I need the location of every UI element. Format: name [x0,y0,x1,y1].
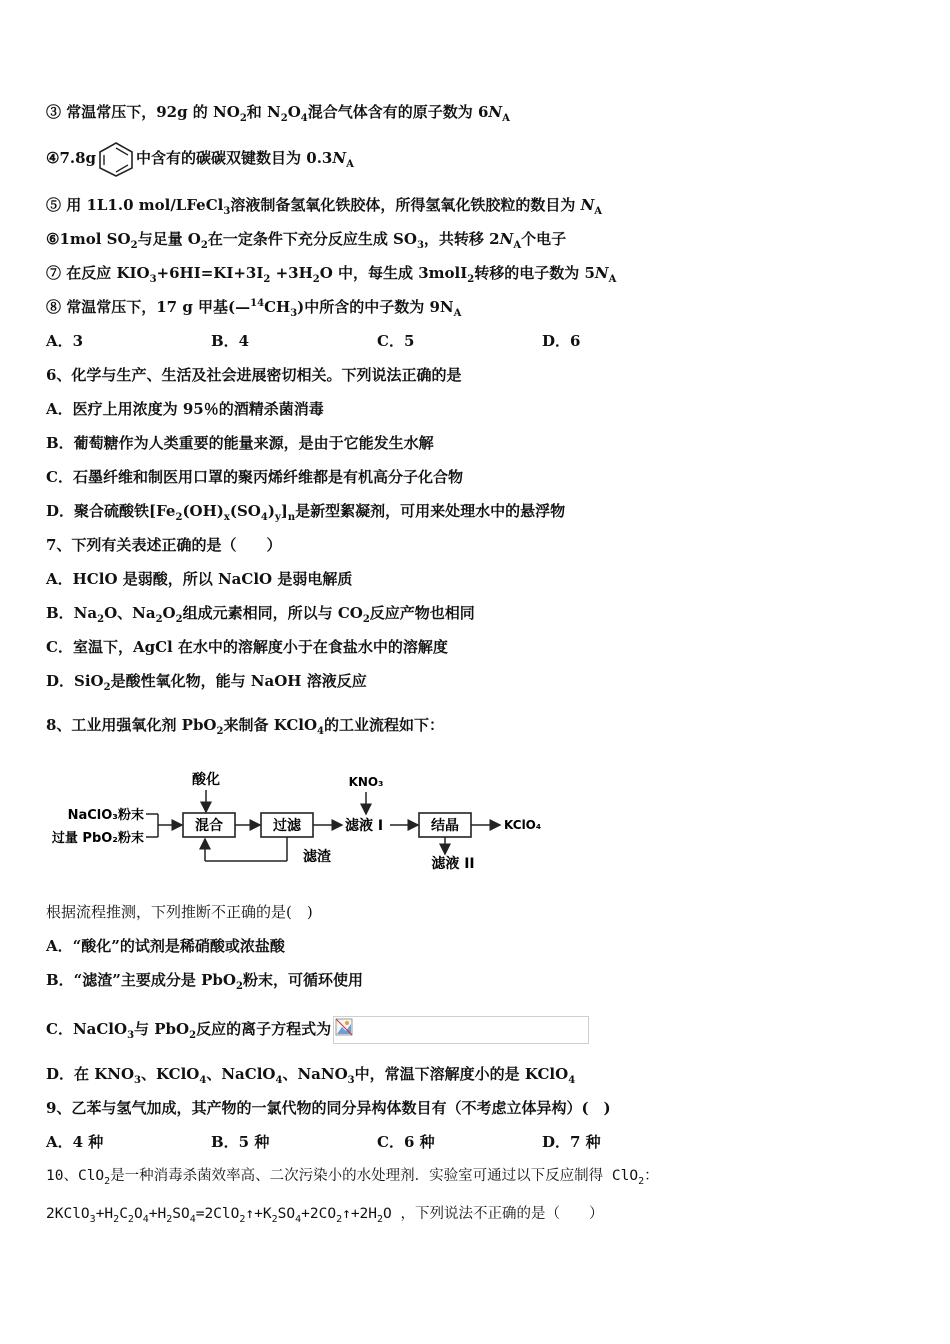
q9-option-c[interactable]: C．6 种 [377,1133,435,1151]
q6-option-c[interactable]: C．石墨纤维和制医用口罩的聚丙烯纤维都是有机高分子化合物 [46,468,463,486]
q5-option-c[interactable]: C．5 [377,332,415,350]
statement-4: ④7.8g 中含有的碳碳双键数目为 $0.3N_A$ [46,148,354,169]
flow-filtrate2-label: 滤液 II [431,856,475,872]
q5-option-d[interactable]: D．6 [542,332,581,350]
q9-options [46,1132,646,1152]
q6-stem: 6、化学与生产、生活及社会进展密切相关。下列说法正确的是 [46,366,462,384]
q7-stem: 7、下列有关表述正确的是（ ） [46,536,282,554]
q5-option-b[interactable]: B．4 [211,332,250,350]
q6-option-b[interactable]: B．葡萄糖作为人类重要的能量来源，是由于它能发生水解 [46,434,434,452]
flow-cryst-label: 结晶 [431,818,459,834]
flow-filtrate1-label: 滤液 I [345,818,384,834]
statement-5: ⑤ 用 1L1.0 mol/LFeCl$_3$溶液制备氢氧化铁胶体，所得氢氧化铁胶粒的数目为 $N_A$ [46,196,603,217]
flow-input-pbo2: 过量 PbO₂粉末 [51,831,144,846]
q5-options [46,331,646,351]
flow-mix-label: 混合 [195,818,223,834]
q8-option-d[interactable]: D．在 $KNO_3$、KClO$_4$、NaClO$_4$、NaNO$_3$中，常温下溶解度小的是 KClO$_4$ [46,1065,576,1086]
flow-acid-label: 酸化 [192,772,220,788]
q9-stem: 9、乙苯与氢气加成，其产物的一氯代物的同分异构体数目有（不考虑立体异构）( ) [46,1099,611,1117]
broken-image-icon [335,1018,353,1036]
flow-input-naclo3: NaClO₃粉末 [67,808,144,823]
q8-option-c[interactable]: C．NaClO$_3$与 PbO$_2$反应的离子方程式为 [46,1016,589,1044]
q8-stem: 8、工业用强氧化剂 PbO$_2$来制备 KClO$_4$的工业流程如下： [46,716,445,737]
q7-option-c[interactable]: C．室温下，AgCl 在水中的溶解度小于在食盐水中的溶解度 [46,638,448,656]
q9-option-a[interactable]: A．4 种 [46,1133,104,1151]
q7-option-a[interactable]: A．HClO 是弱酸，所以 NaClO 是弱电解质 [46,570,353,588]
flow-residue-label: 滤渣 [303,849,331,865]
q9-option-b[interactable]: B．5 种 [211,1133,270,1151]
broken-equation-image [333,1016,589,1044]
flow-product-label: KClO₄ [504,818,542,832]
q6-option-a[interactable]: A．医疗上用浓度为 95％的酒精杀菌消毒 [46,400,324,418]
statement-3: ③ 常温常压下，92g 的 $NO_2$和 $N_2O_4$混合气体含有的原子数为 $6N_A$ [46,103,510,124]
q8-option-b[interactable]: B．“滤渣”主要成分是 PbO$_2$粉末，可循环使用 [46,971,363,992]
q6-option-d[interactable]: D．聚合硫酸铁$[Fe_2(OH)_x(SO_4)_y]_n$是新型絮凝剂，可用来处理水中的悬浮物 [46,502,566,523]
q8-option-a[interactable]: A．“酸化”的试剂是稀硝酸或浓盐酸 [46,937,285,955]
q8-ask: 根据流程推测，下列推断不正确的是( ) [46,903,313,921]
q5-option-a[interactable]: A．3 [46,332,84,350]
process-flow-diagram [40,762,560,872]
q9-option-d[interactable]: D．7 种 [542,1133,601,1151]
flow-filter-label: 过滤 [273,818,301,834]
statement-6: ⑥1mol $SO_2$与足量 $O_2$在一定条件下充分反应生成 $SO_3$，共转移 $2N_A$个电子 [46,230,567,251]
statement-8: ⑧ 常温常压下，17 g 甲基$(—^{14}CH_3)$中所含的中子数为 $9N_A$ [46,298,462,319]
flow-kno3-label: KNO₃ [348,775,384,789]
q10-equation: $2KClO_3+H_2C_2O_4+H_2SO_4=2ClO_2↑+K_2SO_4+2CO_2↑+2H_2O$ ，下列说法不正确的是（ ） [46,1206,604,1225]
q10-stem: 10、ClO$_2$是一种消毒杀菌效率高、二次污染小的水处理剂．实验室可通过以下反应制得 ClO$_2$： [46,1168,659,1187]
q7-option-b[interactable]: B．$Na_2O$、$Na_2O_2$组成元素相同，所以与 $CO_2$反应产物也相同 [46,604,475,625]
statement-7: ⑦ 在反应 $KIO_3+6HI=KI+3I_2 +3H_2O$ 中，每生成 3molI$_2$转移的电子数为 $5N_A$ [46,264,617,285]
q7-option-d[interactable]: D．SiO$_2$是酸性氧化物，能与 NaOH 溶液反应 [46,672,367,693]
benzene-structure-icon [96,141,136,177]
